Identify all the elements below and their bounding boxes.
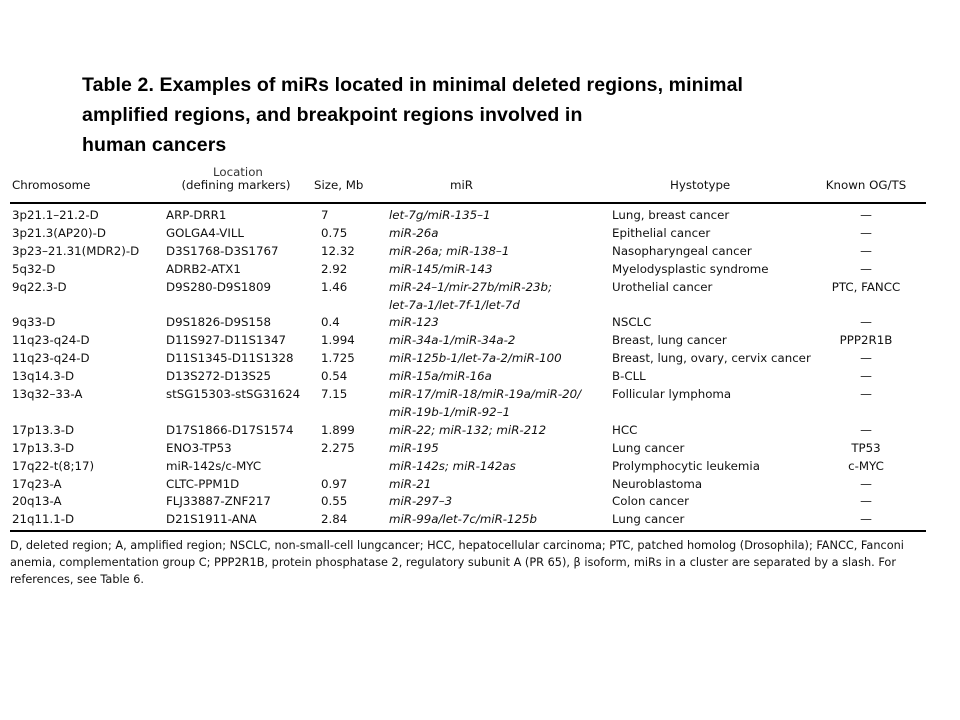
- footnote-line-1: D, deleted region; A, amplified region; NSCLC, non-small-cell lungcancer; HCC, hepatocellular carcinoma; PTC, patched homolog (Drosophila); FANCC, Fanconi: [10, 539, 904, 552]
- cell-size: 0.4: [321, 315, 340, 330]
- cell-mir: miR-26a; miR-138–1: [389, 243, 510, 258]
- cell-known: —: [860, 387, 872, 401]
- header-rule: [10, 202, 926, 204]
- cell-known: —: [860, 243, 872, 258]
- cell-mir: miR-142s; miR-142as: [389, 458, 516, 473]
- cell-size: 2.92: [321, 261, 348, 276]
- table-row: [10, 226, 926, 244]
- table-row: [10, 208, 926, 226]
- table-row: [10, 387, 926, 405]
- cell-size: 2.84: [321, 512, 348, 527]
- header-known: Known OG/TS: [825, 178, 907, 192]
- table-row: [10, 333, 926, 351]
- cell-mir: miR-297–3: [389, 494, 453, 509]
- table-row: [10, 262, 926, 280]
- header-size: Size, Mb: [314, 178, 364, 192]
- cell-hystotype: Lung cancer: [612, 512, 685, 527]
- cell-size: 2.275: [321, 440, 355, 455]
- cell-chromosome: 20q13-A: [12, 494, 62, 509]
- cell-chromosome: 17q23-A: [12, 476, 62, 491]
- footnote-line-3: references, see Table 6.: [10, 573, 144, 586]
- table-row: [10, 441, 926, 459]
- cell-hystotype: Urothelial cancer: [612, 279, 713, 294]
- cell-chromosome: 13q14.3-D: [12, 369, 75, 384]
- cell-mir: miR-195: [389, 440, 439, 455]
- cell-location: D9S1826-D9S158: [166, 315, 271, 330]
- cell-known: TP53: [851, 440, 881, 455]
- cell-known: —: [860, 494, 872, 509]
- cell-hystotype: HCC: [612, 422, 638, 437]
- table-row: [10, 512, 926, 530]
- cell-size: 7: [321, 208, 329, 222]
- table-row: [10, 369, 926, 387]
- cell-hystotype: NSCLC: [612, 315, 652, 330]
- table-row: [10, 477, 926, 495]
- cell-known: —: [860, 315, 872, 330]
- cell-size: 0.54: [321, 369, 348, 384]
- cell-mir: miR-24–1/mir-27b/miR-23b;: [389, 279, 553, 294]
- cell-hystotype: Neuroblastoma: [612, 476, 703, 491]
- bottom-rule: [10, 530, 926, 532]
- cell-known: —: [860, 422, 872, 437]
- cell-known: —: [860, 208, 872, 222]
- cell-location: D13S272-D13S25: [166, 369, 271, 384]
- cell-hystotype: Epithelial cancer: [612, 225, 711, 240]
- cell-hystotype: Prolymphocytic leukemia: [612, 458, 760, 473]
- cell-hystotype: B-CLL: [612, 369, 646, 384]
- cell-chromosome: 11q23-q24-D: [12, 351, 90, 366]
- header-location: (defining markers): [181, 178, 291, 192]
- cell-mir: miR-17/miR-18/miR-19a/miR-20/: [389, 387, 582, 401]
- cell-chromosome: 17p13.3-D: [12, 422, 75, 437]
- cell-size: 1.994: [321, 333, 355, 348]
- cell-size: 0.55: [321, 494, 348, 509]
- cell-hystotype: Breast, lung cancer: [612, 333, 727, 348]
- cell-location: FLJ33887-ZNF217: [166, 494, 271, 509]
- cell-mir: miR-22; miR-132; miR-212: [389, 422, 547, 437]
- cell-mir: miR-19b-1/miR-92–1: [389, 404, 511, 419]
- cell-size: 0.97: [321, 476, 348, 491]
- cell-known: —: [860, 225, 872, 240]
- cell-hystotype: Breast, lung, ovary, cervix cancer: [612, 351, 811, 366]
- cell-hystotype: Nasopharyngeal cancer: [612, 243, 752, 258]
- header-chromosome: Chromosome: [12, 178, 91, 192]
- cell-mir: miR-21: [389, 476, 432, 491]
- title-line-1: Table 2. Examples of miRs located in minimal deleted regions, minimal: [82, 74, 744, 96]
- table-footnote: [10, 537, 926, 588]
- cell-mir: let-7g/miR-135–1: [389, 208, 491, 222]
- cell-known: c-MYC: [848, 458, 884, 473]
- cell-size: 0.75: [321, 225, 348, 240]
- table-row: [10, 315, 926, 333]
- cell-known: PPP2R1B: [839, 333, 893, 348]
- cell-location: D17S1866-D17S1574: [166, 422, 294, 437]
- footnote-line-2: anemia, complementation group C; PPP2R1B, protein phosphatase 2, regulatory subunit A (PR 65), β isoform, miRs in a cluster are separated by a slash. For: [10, 556, 896, 569]
- cell-location: GOLGA4-VILL: [166, 225, 244, 240]
- cell-mir: miR-145/miR-143: [389, 261, 493, 276]
- cell-location: D21S1911-ANA: [166, 512, 257, 527]
- header-hystotype: Hystotype: [670, 178, 731, 192]
- cell-mir: miR-99a/let-7c/miR-125b: [389, 512, 538, 527]
- cell-location: ARP-DRR1: [166, 208, 227, 222]
- cell-chromosome: 5q32-D: [12, 261, 56, 276]
- table-title: [82, 70, 922, 160]
- cell-mir: miR-15a/miR-16a: [389, 369, 492, 384]
- cell-mir: miR-125b-1/let-7a-2/miR-100: [389, 351, 562, 366]
- title-line-3: human cancers: [82, 134, 227, 156]
- cell-hystotype: Lung, breast cancer: [612, 208, 730, 222]
- cell-known: PTC, FANCC: [831, 279, 901, 294]
- cell-chromosome: 21q11.1-D: [12, 512, 75, 527]
- table-row: [10, 351, 926, 369]
- cell-chromosome: 9q33-D: [12, 315, 56, 330]
- cell-known: —: [860, 351, 872, 366]
- cell-known: —: [860, 261, 872, 276]
- cell-location: ADRB2-ATX1: [166, 261, 241, 276]
- cell-known: —: [860, 369, 872, 384]
- cell-chromosome: 17q22-t(8;17): [12, 458, 95, 473]
- cell-hystotype: Follicular lymphoma: [612, 387, 732, 401]
- cell-location: D11S1345-D11S1328: [166, 351, 294, 366]
- cell-mir: miR-26a: [389, 225, 439, 240]
- table-row: [10, 459, 926, 477]
- cell-chromosome: 3p21.1–21.2-D: [12, 208, 99, 222]
- cell-mir: let-7a-1/let-7f-1/let-7d: [389, 297, 520, 312]
- cell-hystotype: Colon cancer: [612, 494, 689, 509]
- cell-chromosome: 9q22.3-D: [12, 279, 67, 294]
- cell-mir: miR-123: [389, 315, 439, 330]
- cell-chromosome: 11q23-q24-D: [12, 333, 90, 348]
- cell-location: D9S280-D9S1809: [166, 279, 271, 294]
- cell-known: —: [860, 512, 872, 527]
- cell-size: 12.32: [321, 243, 355, 258]
- cell-location: CLTC-PPM1D: [166, 476, 240, 491]
- cell-location: D3S1768-D3S1767: [166, 243, 279, 258]
- cell-location: miR-142s/c-MYC: [166, 458, 262, 473]
- cell-size: 1.46: [321, 279, 348, 294]
- table-row: [10, 298, 926, 316]
- cell-chromosome: 17p13.3-D: [12, 440, 75, 455]
- table-row: [10, 405, 926, 423]
- cell-mir: miR-34a-1/miR-34a-2: [389, 333, 516, 348]
- title-line-2: amplified regions, and breakpoint regions involved in: [82, 104, 583, 126]
- table-row: [10, 494, 926, 512]
- cell-hystotype: Lung cancer: [612, 440, 685, 455]
- table-row: [10, 423, 926, 441]
- cell-size: 1.899: [321, 422, 355, 437]
- cell-chromosome: 3p23–21.31(MDR2)-D: [12, 243, 140, 258]
- cell-known: —: [860, 476, 872, 491]
- cell-location: ENO3-TP53: [166, 440, 232, 455]
- cell-size: 7.15: [321, 387, 348, 401]
- header-location-top: Location: [213, 165, 263, 179]
- table-header: [10, 178, 926, 200]
- cell-location: D11S927-D11S1347: [166, 333, 286, 348]
- cell-hystotype: Myelodysplastic syndrome: [612, 261, 769, 276]
- cell-location: stSG15303-stSG31624: [166, 387, 301, 401]
- cell-chromosome: 13q32–33-A: [12, 387, 83, 401]
- table-row: [10, 280, 926, 298]
- header-mir: miR: [450, 178, 473, 192]
- cell-size: 1.725: [321, 351, 355, 366]
- table-row: [10, 244, 926, 262]
- cell-chromosome: 3p21.3(AP20)-D: [12, 225, 107, 240]
